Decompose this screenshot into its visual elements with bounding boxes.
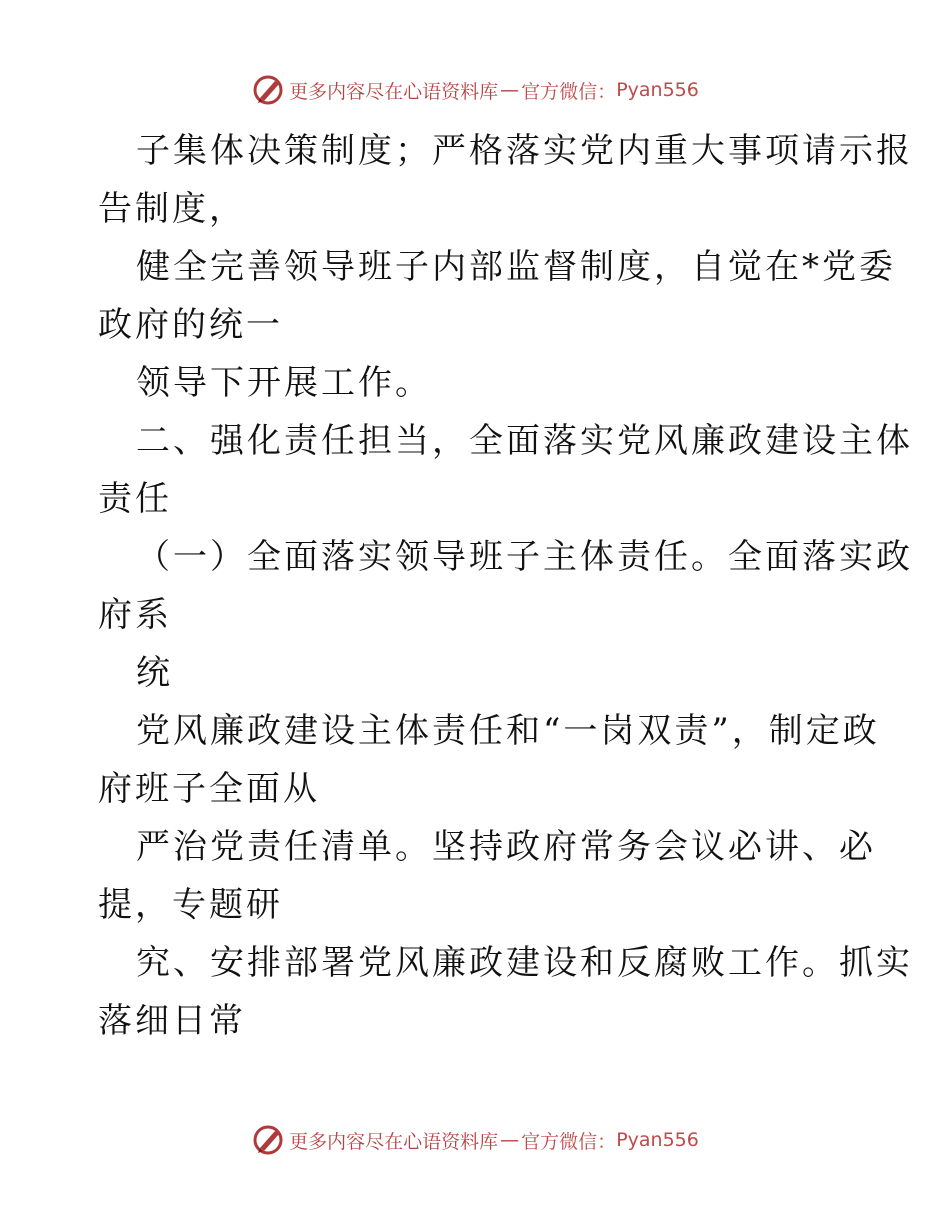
paragraph-line: 健全完善领导班子内部监督制度，自觉在*党委 [136,247,896,287]
header-wechat-id: Pyan556 [616,79,699,101]
paragraph-line: 二、强化责任担当，全面落实党风廉政建设主体 [136,421,913,461]
paragraph-line: 提，专题研 [98,885,283,925]
paragraph-line: 严治党责任清单。坚持政府常务会议必讲、必 [136,827,876,867]
footer-banner [0,1120,950,1160]
document-body [98,122,913,1050]
footer-separator: — [500,1129,520,1151]
paragraph-line: 府班子全面从 [98,769,320,809]
header-wechat-label: 官方微信： [521,80,617,103]
paragraph-line: 究、安排部署党风廉政建设和反腐败工作。抓实 [136,943,913,983]
paragraph-line: 告制度， [98,189,246,229]
paragraph-line: 子集体决策制度；严格落实党内重大事项请示报 [136,131,913,171]
paragraph-line: 统 [136,653,173,693]
pen-logo-icon [251,1123,285,1157]
paragraph-line: （一）全面落实领导班子主体责任。全面落实政 [136,537,913,577]
footer-site-text: 更多内容尽在心语资料库 [289,1130,499,1153]
header-banner [0,70,950,110]
paragraph-line: 政府的统一 [98,305,283,345]
footer-wechat-label: 官方微信： [521,1130,617,1153]
footer-wechat-id: Pyan556 [616,1129,699,1151]
paragraph-line: 领导下开展工作。 [136,363,432,403]
paragraph-line: 落细日常 [98,1001,246,1041]
header-separator: — [500,79,520,101]
header-site-text: 更多内容尽在心语资料库 [289,80,499,103]
paragraph-line: 责任 [98,479,172,519]
pen-logo-icon [251,73,285,107]
paragraph-line: 府系 [98,595,172,635]
paragraph-line: 党风廉政建设主体责任和“一岗双责”，制定政 [136,711,880,751]
